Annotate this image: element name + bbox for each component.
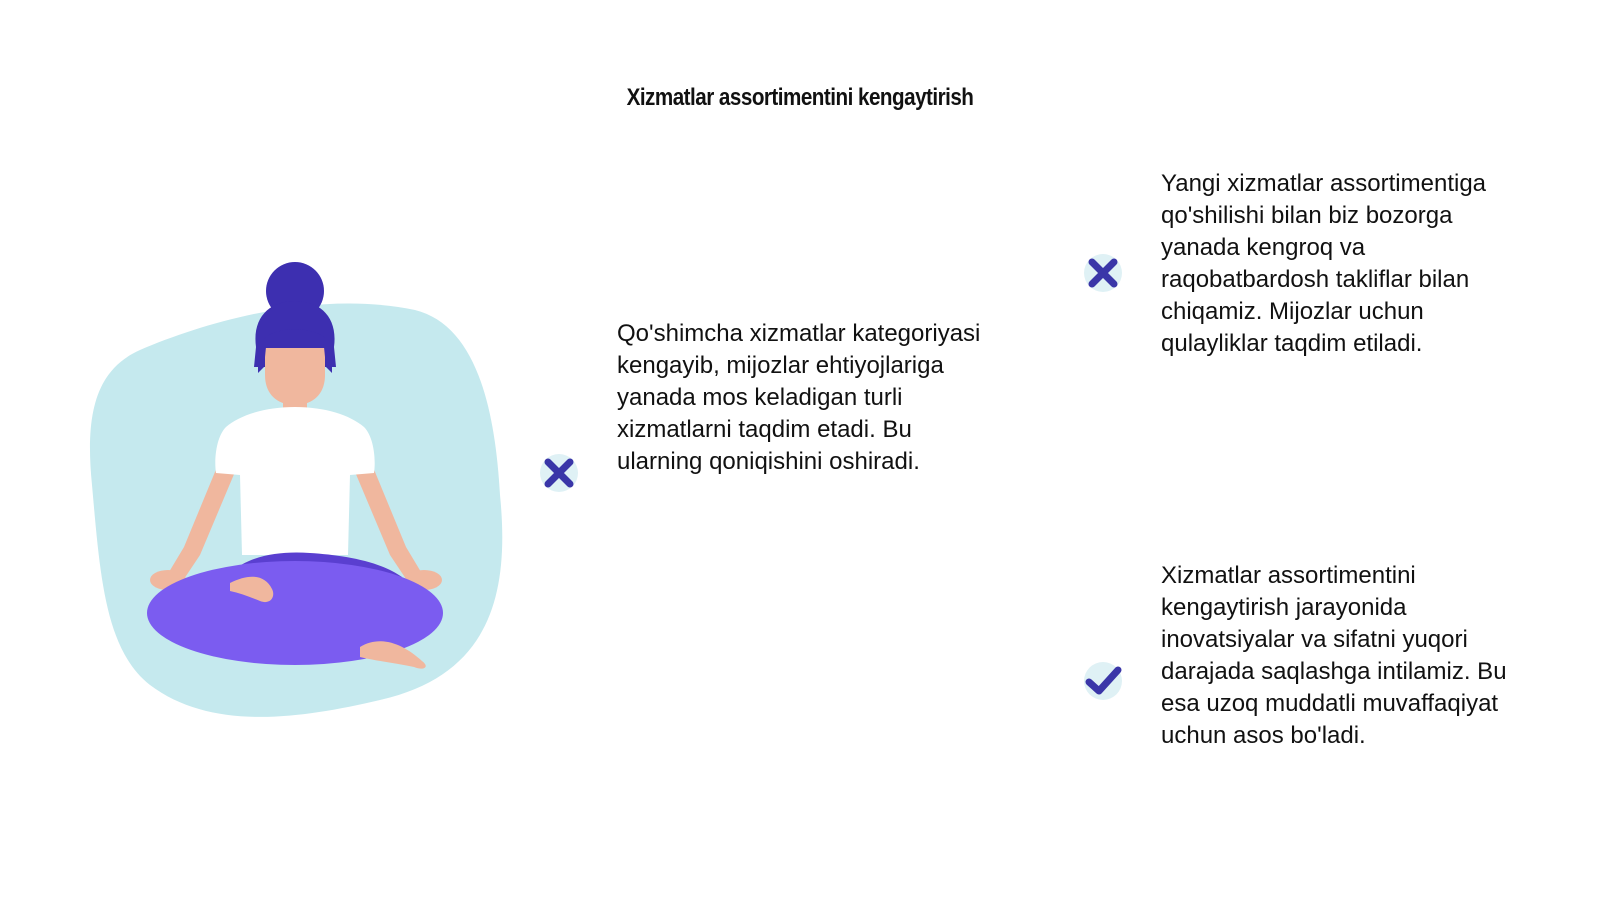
cross-icon xyxy=(536,450,582,496)
cross-icon xyxy=(1080,250,1126,296)
bullet-text-3: Xizmatlar assortimentini kengaytirish jarayonida inovatsiyalar va sifatni yuqori darajada saqlashga intilamiz. Bu esa uzoq muddatli muvaffaqiyat uchun asos bo'ladi. xyxy=(1161,562,1507,749)
slide-title: Xizmatlar assortimentini kengaytirish xyxy=(626,84,974,111)
face xyxy=(265,345,325,405)
meditating-woman-illustration xyxy=(80,255,520,735)
meditating-woman-svg xyxy=(80,255,520,735)
checkmark-icon xyxy=(1080,658,1126,704)
bullet-text-1: Qo'shimcha xizmatlar kategoriyasi kengayib, mijozlar ehtiyojlariga yanada mos keladigan turli xizmatlarni taqdim etadi. Bu ularning qoniqishini oshiradi. xyxy=(617,320,981,475)
bullet-text-2: Yangi xizmatlar assortimentiga qo'shilishi bilan biz bozorga yanada kengroq va raqobatbardosh takliflar bilan chiqamiz. Mijozlar uchun qulayliklar taqdim etiladi. xyxy=(1161,170,1487,357)
